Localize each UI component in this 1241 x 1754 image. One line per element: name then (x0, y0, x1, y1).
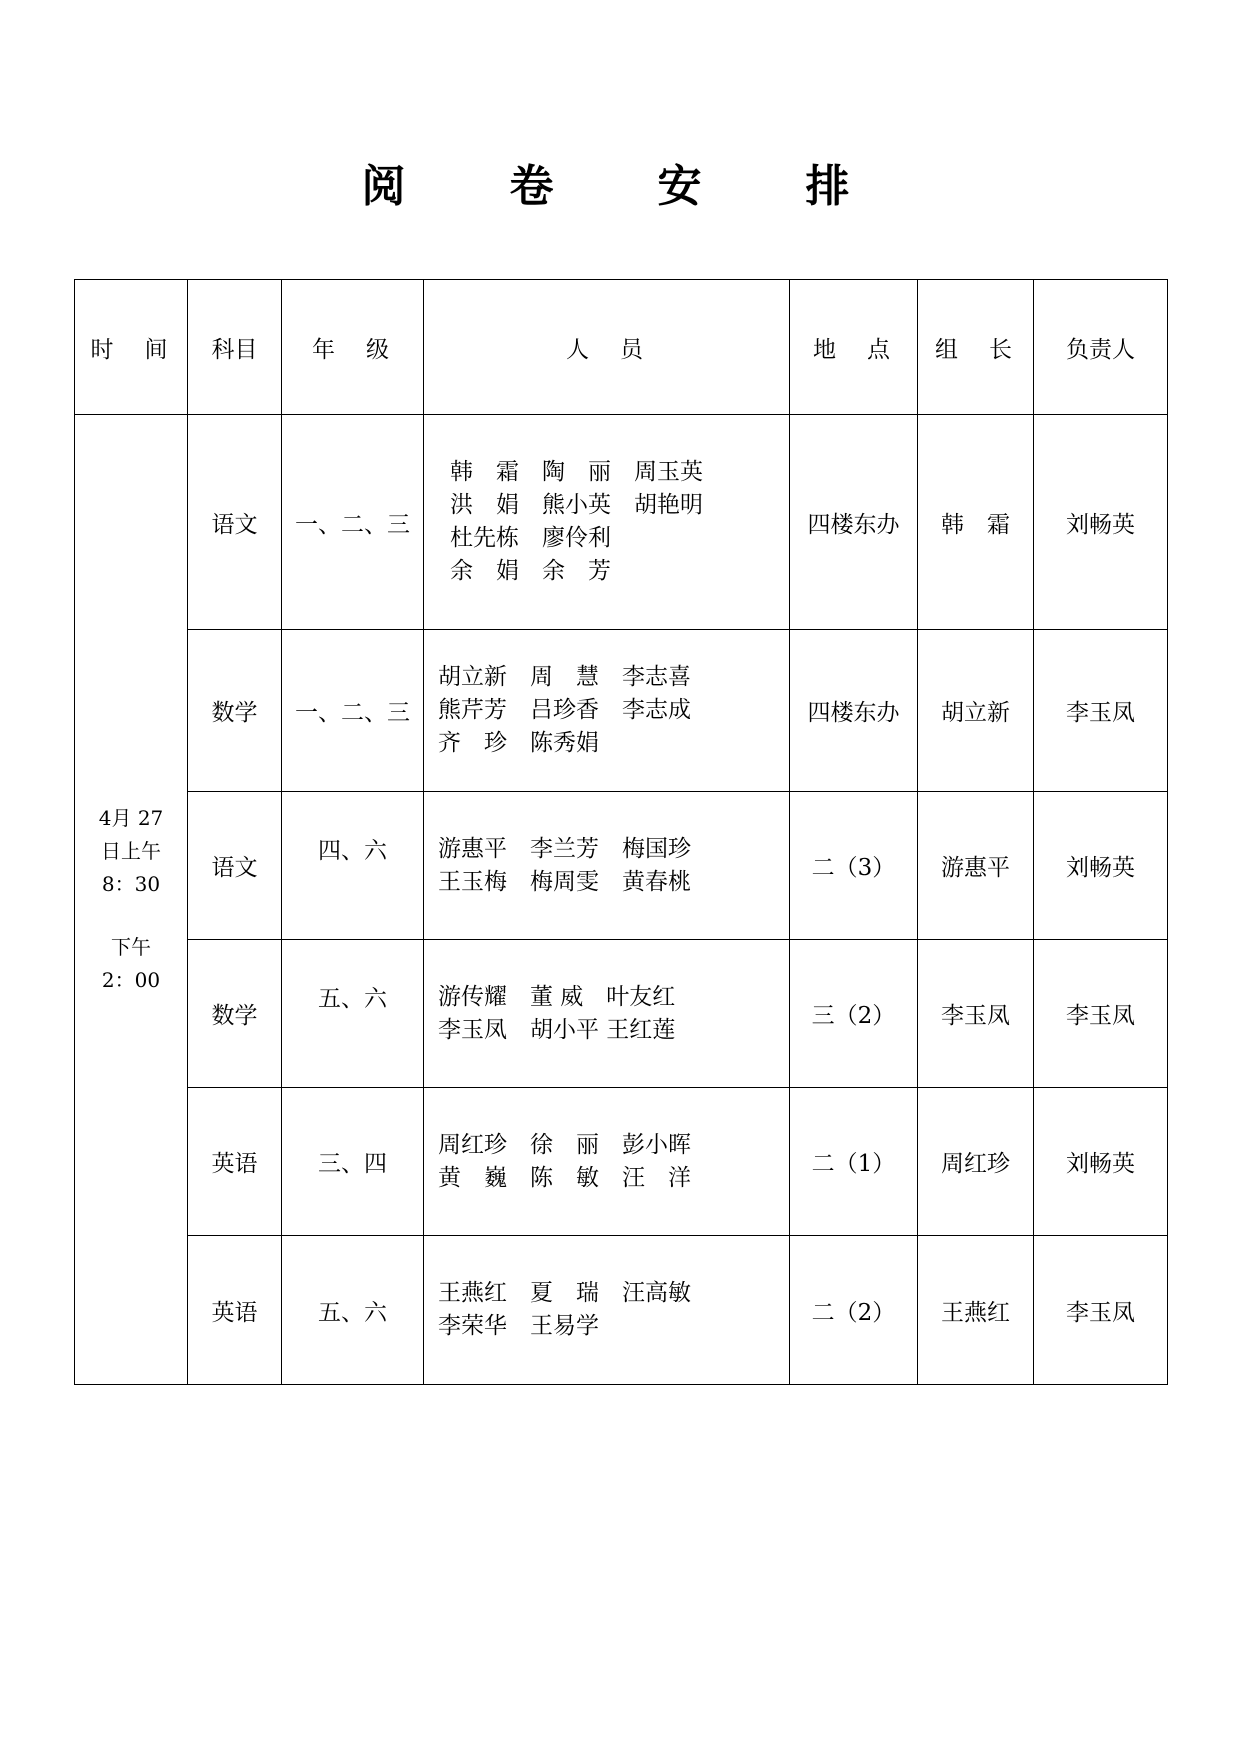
header-time: 时 间 (75, 280, 188, 415)
grade-cell: 五、六 (282, 940, 424, 1088)
grade-cell: 一、二、三 (282, 415, 424, 630)
header-row (75, 280, 1168, 415)
staff-line: 韩 霜 陶 丽 周玉英 (450, 459, 703, 485)
staff-line: 洪 娟 熊小英 胡艳明 (450, 492, 703, 518)
table-row (75, 630, 1168, 792)
responsible-cell: 李玉凤 (1034, 1236, 1168, 1385)
staff-line: 王玉梅 梅周雯 黄春桃 (438, 868, 691, 895)
location-cell: 四楼东办 (790, 415, 918, 630)
staff-line: 熊芹芳 吕珍香 李志成 (438, 697, 691, 723)
time-afternoon: 下午 (111, 935, 151, 959)
responsible-cell: 刘畅英 (1034, 1088, 1168, 1236)
subject-cell: 语文 (188, 415, 282, 630)
header-grade: 年 级 (282, 280, 424, 415)
staff-line: 李荣华 王易学 (438, 1313, 599, 1339)
header-leader: 组 长 (918, 280, 1034, 415)
table-row (75, 940, 1168, 1088)
responsible-cell: 李玉凤 (1034, 630, 1168, 792)
staff-cell (424, 415, 790, 630)
staff-line: 周红珍 徐 丽 彭小晖 (438, 1131, 691, 1158)
responsible-cell: 李玉凤 (1034, 940, 1168, 1088)
grade-cell: 四、六 (282, 792, 424, 940)
grading-schedule-table (74, 279, 1168, 1385)
staff-line: 余 娟 余 芳 (450, 558, 611, 584)
time-morning-start: 8：30 (101, 872, 161, 896)
staff-line: 李玉凤 胡小平 王红莲 (438, 1016, 676, 1043)
grade-cell: 一、二、三 (282, 630, 424, 792)
subject-cell: 英语 (188, 1088, 282, 1236)
subject-cell: 英语 (188, 1236, 282, 1385)
staff-line: 齐 珍 陈秀娟 (438, 730, 599, 756)
staff-cell (424, 1236, 790, 1385)
leader-cell: 胡立新 (918, 630, 1034, 792)
leader-cell: 李玉凤 (918, 940, 1034, 1088)
time-date: 4月 27 (98, 806, 164, 830)
leader-cell: 韩 霜 (918, 415, 1034, 630)
location-cell: 二（3） (790, 792, 918, 940)
location-cell: 二（1） (790, 1088, 918, 1236)
staff-cell (424, 792, 790, 940)
staff-line: 黄 巍 陈 敏 汪 洋 (438, 1164, 691, 1191)
grade-cell: 三、四 (282, 1088, 424, 1236)
staff-cell (424, 1088, 790, 1236)
subject-cell: 数学 (188, 940, 282, 1088)
time-cell (75, 415, 188, 1385)
staff-cell (424, 940, 790, 1088)
staff-cell (424, 630, 790, 792)
responsible-cell: 刘畅英 (1034, 792, 1168, 940)
leader-cell: 游惠平 (918, 792, 1034, 940)
grade-cell: 五、六 (282, 1236, 424, 1385)
table-row (75, 415, 1168, 630)
table-row (75, 792, 1168, 940)
leader-cell: 周红珍 (918, 1088, 1034, 1236)
time-afternoon-start: 2：00 (101, 968, 161, 992)
header-staff: 人 员 (424, 280, 790, 415)
header-responsible: 负责人 (1034, 280, 1168, 415)
header-subject: 科目 (188, 280, 282, 415)
staff-line: 王燕红 夏 瑞 汪高敏 (438, 1280, 691, 1306)
time-morning: 日上午 (101, 839, 161, 863)
subject-cell: 语文 (188, 792, 282, 940)
location-cell: 三（2） (790, 940, 918, 1088)
staff-line: 游惠平 李兰芳 梅国珍 (438, 835, 691, 862)
header-location: 地 点 (790, 280, 918, 415)
subject-cell: 数学 (188, 630, 282, 792)
location-cell: 四楼东办 (790, 630, 918, 792)
location-cell: 二（2） (790, 1236, 918, 1385)
responsible-cell: 刘畅英 (1034, 415, 1168, 630)
leader-cell: 王燕红 (918, 1236, 1034, 1385)
staff-line: 杜先栋 廖伶利 (450, 525, 611, 551)
page-title: 阅 卷 安 排 (361, 161, 880, 212)
staff-line: 胡立新 周 慧 李志喜 (438, 664, 691, 690)
staff-line: 游传耀 董 威 叶友红 (438, 983, 676, 1010)
table-row (75, 1236, 1168, 1385)
table-row (75, 1088, 1168, 1236)
